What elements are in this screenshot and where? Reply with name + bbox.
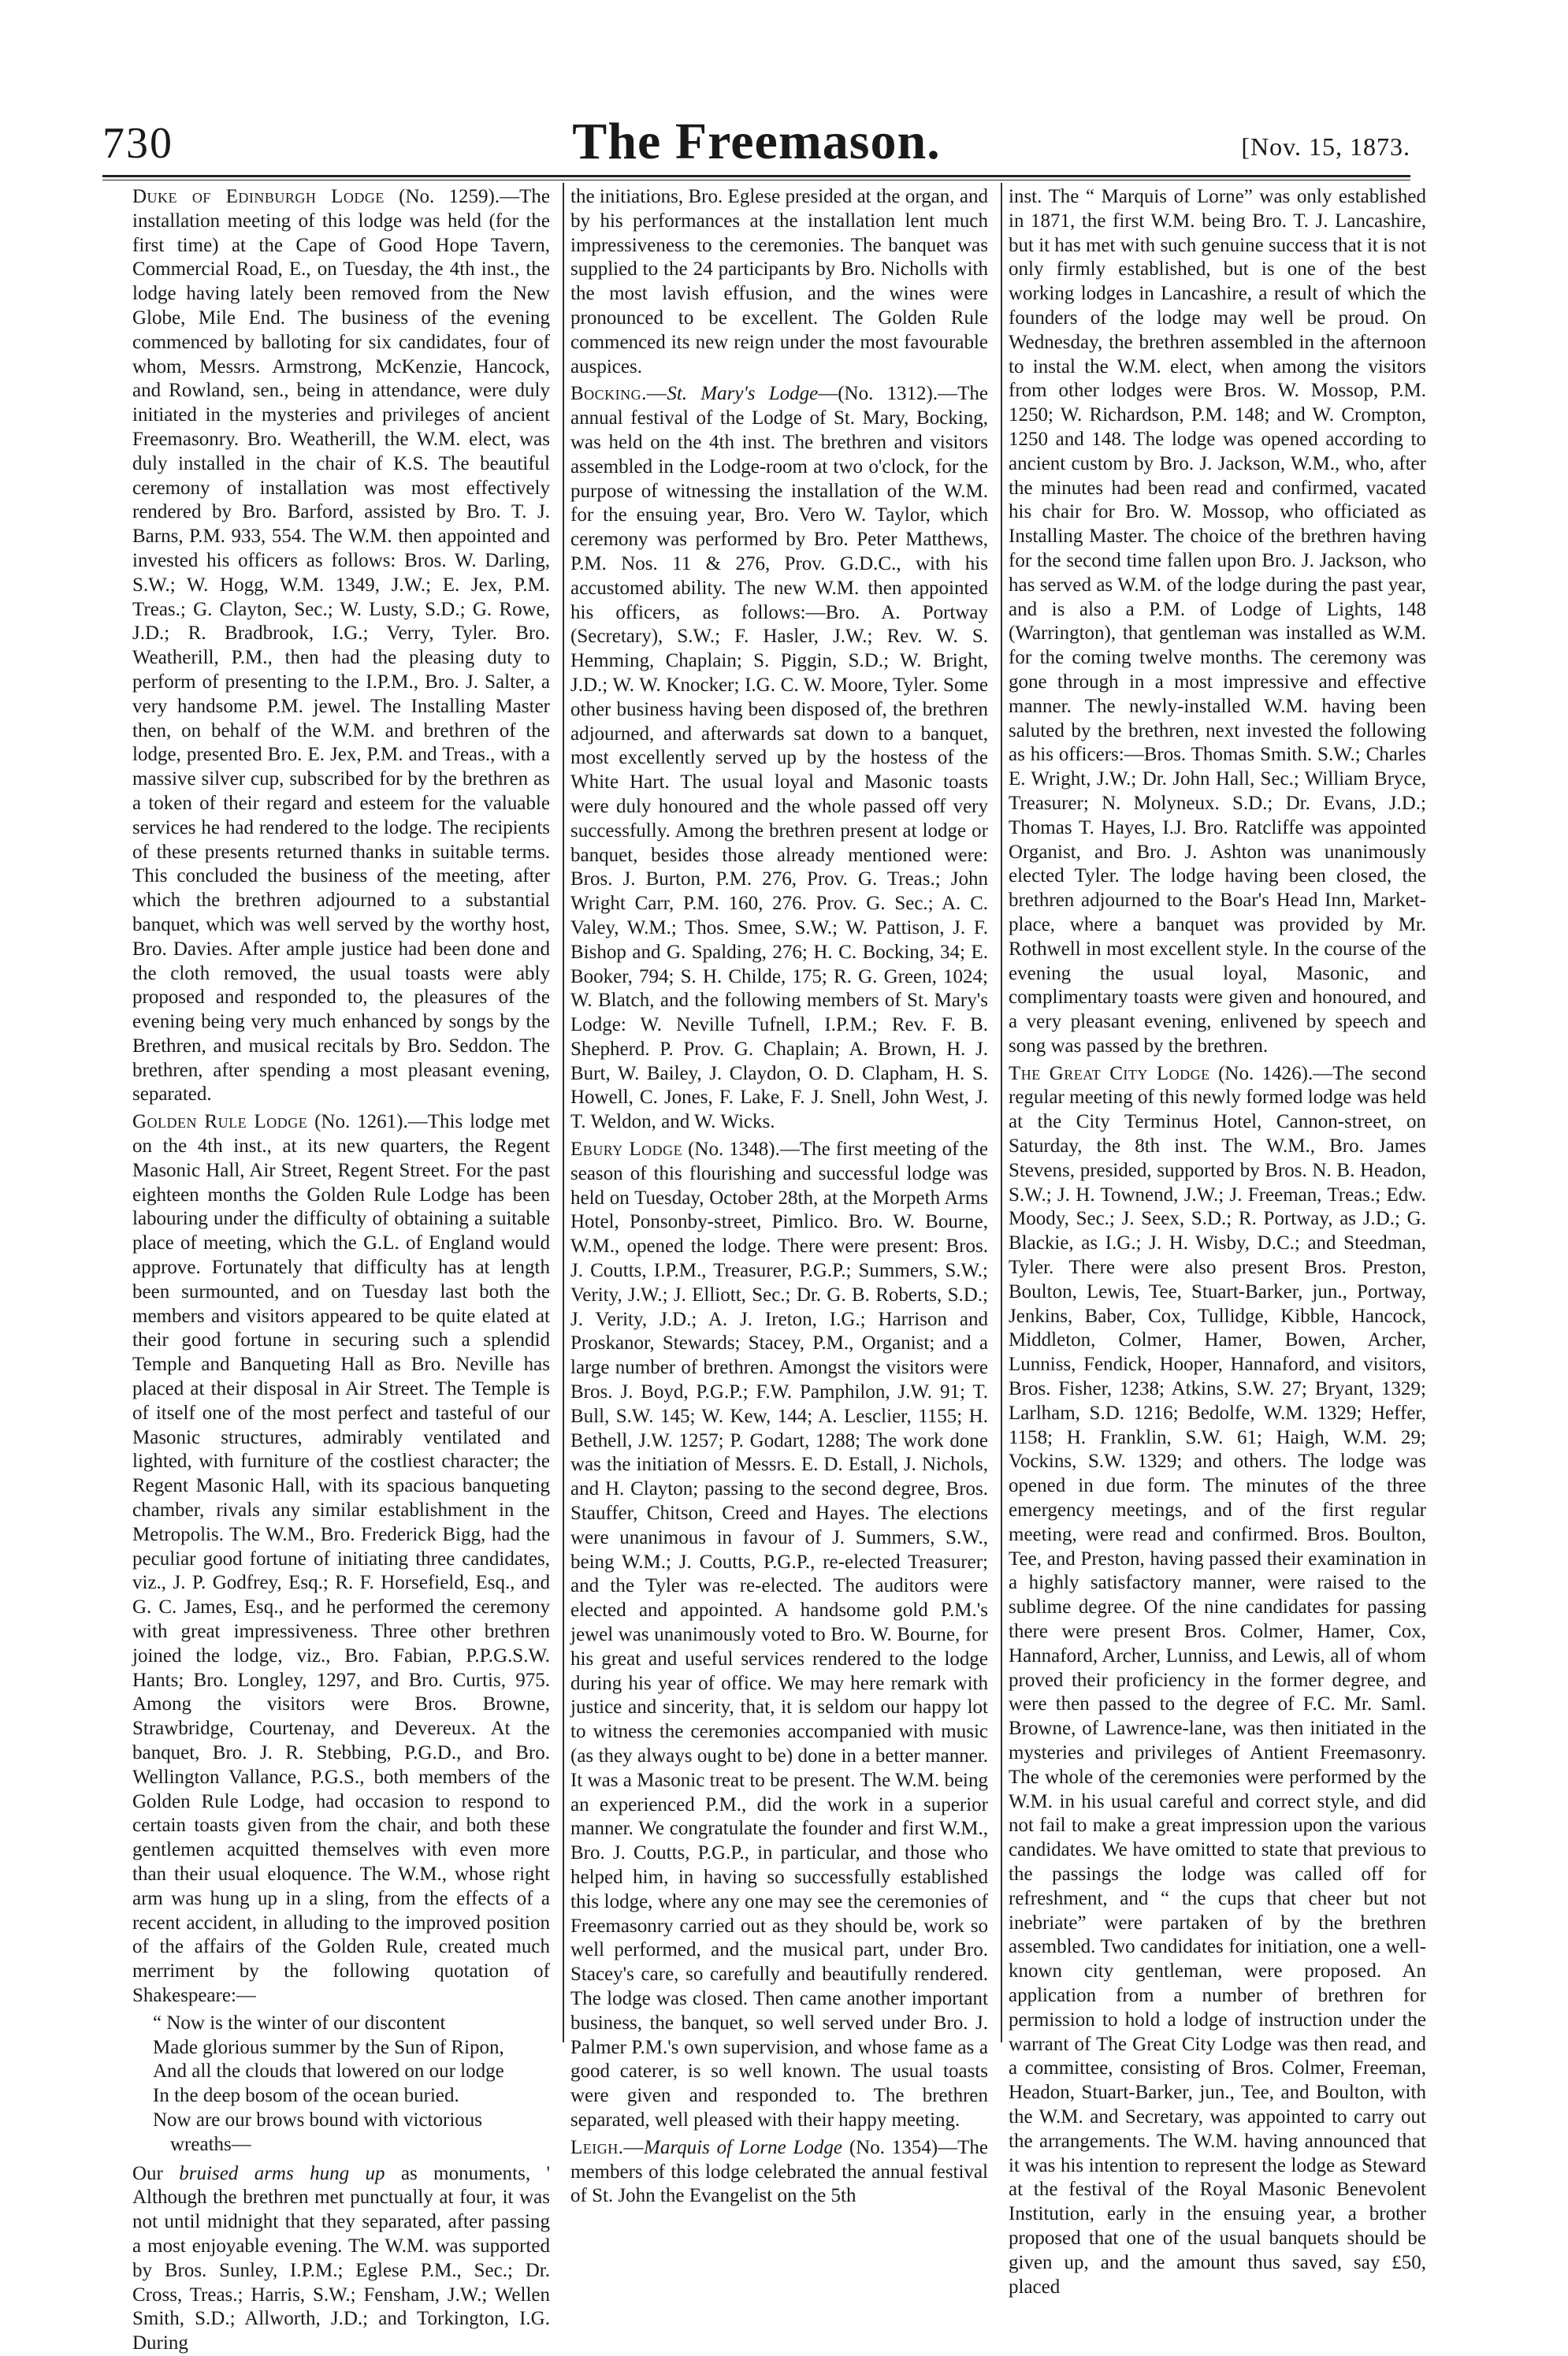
poem-line: wreaths— bbox=[170, 2133, 251, 2155]
article-heading-italic: St. Mary's Lodge bbox=[667, 383, 819, 405]
article-bocking-st-marys-lodge bbox=[570, 382, 988, 1135]
column-rule-1 bbox=[563, 183, 564, 2042]
article-body: (No. 1348).—The first meeting of the season of this flourishing and successful lodge was held on Tuesday, October 28th, at the Morpeth Arms Hotel, Ponsonby-street, Pimlico. Bro. W. Bourne, W.M., opened the lodge. There were present: Bros. J. Coutts, I.P.M., Treasurer, P.G.P.; Summers, S.W.; Verity, J.W.; J. Elliott, Sec.; Dr. G. B. Roberts, S.D.; J. Verity, J.D.; A. J. Ireton, I.G.; Harrison and Proskanor, Stewards; Stacey, P.M., Organist; and a large number of brethren. Amongst the visitors were Bros. J. Boyd, P.G.P.; F.W. Pamphilon, J.W. 91; T. Bull, S.W. 145; W. Kew, 144; A. Lesclier, 1155; H. Bethell, J.W. 1257; P. Godart, 1288; The work done was the initiation of Messrs. E. D. Estall, J. Nichols, and H. Clayton; passing to the second degree, Bros. Stauffer, Chitson, Creed and Hayes. The elections were unanimous in favour of J. Summers, S.W., being W.M.; J. Coutts, P.G.P., re-elected Treasurer; and the Tyler was re-elected. The auditors were elected and appointed. A handsome gold P.M.'s jewel was unanimously voted to Bro. W. Bourne, for his great and useful services rendered to the lodge during his year of office. We may here remark with justice and sincerity, that, it is seldom our happy lot to witness the ceremonies accompanied with music (as they always ought to be) done in a better manner. It was a Masonic treat to be present. The W.M. being an experienced P.M., did the work in a superior manner. We congratulate the founder and first W.M., Bro. J. Coutts, P.G.P., in particular, and those who helped him, in having so successfully established this lodge, where any one may see the ceremonies of Freemasonry carried out as they should be, work so well performed, and the musical part, under Bro. Stacey's care, so carefully and beautifully rendered. The lodge was closed. Then came another important business, the banquet, so well served under Bro. J. Palmer P.M.'s own supervision, and whose fame as a good caterer, is so well known. The usual toasts were given and responded to. The brethren separated, well pleased with their happy meeting. bbox=[570, 1139, 988, 2131]
article-great-city-lodge bbox=[1009, 1062, 1426, 2300]
shakespeare-quotation bbox=[153, 2012, 550, 2157]
column-1 bbox=[132, 185, 550, 2354]
article-text: Our bbox=[132, 2162, 163, 2184]
article-italic: bruised arms hung up bbox=[179, 2162, 385, 2184]
poem-line: In the deep bosom of the ocean buried. bbox=[153, 2085, 459, 2107]
masthead bbox=[102, 113, 1410, 173]
article-ebury-lodge bbox=[570, 1138, 988, 2133]
article-body: (No. 1261).—This lodge met on the 4th inst., at its new quarters, the Regent Masonic Hall, Air Street, Regent Street. For the past eighteen months the Golden Rule Lodge has been labouring under the difficulty of obtaining a suitable place of meeting, which the G.L. of England would approve. Fortunately that difficulty has at length been surmounted, and on Tuesday last both the members and visitors appeared to be quite elated at their good fortune in securing such a splendid Temple and Banqueting Hall as Bro. Neville has placed at their disposal in Air Street. The Temple is of itself one of the most perfect and tasteful of our Masonic structures, admirably ventilated and lighted, with furniture of the costliest character; the Regent Masonic Hall, with its spacious banqueting chamber, rivals any similar establishment in the Metropolis. The W.M., Bro. Frederick Bigg, had the peculiar good fortune of initiating three candidates, viz., J. P. Godfrey, Esq.; R. F. Horsefield, Esq., and G. C. James, Esq., and he performed the ceremony with great impressiveness. Three other brethren joined the lodge, viz., Bro. Fabian, P.P.G.S.W. Hants; Bro. Longley, 1297, and Bro. Curtis, 975. Among the visitors were Bros. Browne, Strawbridge, Courtenay, and Devereux. At the banquet, Bro. J. R. Stebbing, P.G.D., and Bro. Wellington Vallance, P.G.S., both members of the Golden Rule Lodge, had occasion to respond to certain toasts given from the chair, and both these gentlemen acquitted themselves with even more than their usual eloquence. The W.M., whose right arm was hung up in a sling, from the effects of a recent accident, in alluding to the improved position of the affairs of the Golden Rule, created much merriment by the following quotation of Shakespeare:— bbox=[132, 1111, 550, 2006]
article-heading: The Great City Lodge bbox=[1009, 1062, 1210, 1084]
poem-line: Now are our brows bound with victorious bbox=[153, 2109, 482, 2131]
header-rule bbox=[102, 175, 1410, 177]
article-leigh-marquis-of-lorne-lodge bbox=[570, 2136, 988, 2209]
article-leigh-continued bbox=[1009, 185, 1426, 1059]
poem-line: Made glorious summer by the Sun of Ripon, bbox=[153, 2036, 504, 2058]
article-duke-of-edinburgh-lodge bbox=[132, 185, 550, 1107]
article-heading: Ebury Lodge bbox=[570, 1139, 683, 1161]
article-heading: Duke of Edinburgh Lodge bbox=[132, 186, 385, 207]
article-heading: Leigh.— bbox=[570, 2136, 645, 2158]
column-3 bbox=[1009, 185, 1427, 2298]
column-rule-2 bbox=[1001, 183, 1002, 2042]
poem-line: And all the clouds that lowered on our lodge bbox=[153, 2061, 504, 2083]
article-body: the initiations, Bro. Eglese presided at the organ, and by his performances at the installation lent much impressiveness to the ceremonies. The banquet was supplied to the 24 participants by Bro. Nicholls with the most lavish effusion, and the wines were pronounced to be excellent. The Golden Rule commenced its new reign under the most favourable auspices. bbox=[570, 186, 988, 377]
poem-line: “ Now is the winter of our discontent bbox=[153, 2012, 446, 2034]
article-body: (No. 1259).—The installation meeting of this lodge was held (for the first time) at the Cape of Good Hope Tavern, Commercial Road, E., on Tuesday, the 4th inst., the lodge having lately been removed from the New Globe, Mile End. The business of the evening commenced by balloting for six candidates, four of whom, Messrs. Armstrong, McKenzie, Hancock, and Rowland, sen., being in attendance, were duly initiated in the mysteries and privileges of ancient Freemasonry. Bro. Weatherill, the W.M. elect, was duly installed in the chair of K.S. The beautiful ceremony of installation was most effectively rendered by Bro. Barford, assisted by Bro. T. J. Barns, P.M. 933, 554. The W.M. then appointed and invested his officers as follows: Bros. W. Darling, S.W.; W. Hogg, W.M. 1349, J.W.; E. Jex, P.M. Treas.; G. Clayton, Sec.; W. Lusty, S.D.; G. Rowe, J.D.; R. Bradbrook, I.G.; Verry, Tyler. Bro. Weatherill, P.M., then had the pleasing duty to perform of presenting to the I.P.M., Bro. J. Salter, a very handsome P.M. jewel. The Installing Master then, on behalf of the W.M. and brethren of the lodge, presented Bro. E. Jex, P.M. and Treas., with a massive silver cup, subscribed for by the brethren as a token of their regard and esteem for the valuable services he had rendered to the lodge. The recipients of these presents returned thanks in suitable terms. This concluded the business of the meeting, after which the brethren adjourned to a substantial banquet, which was well served by the worthy host, Bro. Davies. After ample justice had been done and the cloth removed, the usual toasts were ably proposed and responded to, the pleasures of the evening being very much enhanced by songs by the Brethren, and musical recitals by Bro. Seddon. The brethren, after spending a most pleasant evening, separated. bbox=[132, 186, 550, 1106]
column-2 bbox=[570, 185, 988, 2207]
article-heading: Bocking.— bbox=[570, 383, 667, 405]
article-body: (No. 1426).—The second regular meeting of this newly formed lodge was held at the City Terminus Hotel, Cannon-street, on Saturday, the 8th inst. The W.M., Bro. James Stevens, presided, supported by Bros. N. B. Headon, S.W.; J. H. Townend, J.W.; J. Freeman, Treas.; Edw. Moody, Sec.; J. Seex, S.D.; R. Portway, as J.D.; G. Blackie, as I.G.; J. H. Wisby, D.C.; and Steedman, Tyler. There were also present Bros. Preston, Boulton, Lewis, Tee, Stuart-Barker, jun., Portway, Jenkins, Baber, Cox, Tullidge, Kibble, Hancock, Middleton, Colmer, Hamer, Bowen, Archer, Lunniss, Fendick, Hooper, Hannaford, and visitors, Bros. Fisher, 1238; Atkins, S.W. 27; Bryant, 1329; Larlham, S.D. 1216; Bedolfe, W.M. 1329; Heffer, 1158; H. Franklin, S.W. 61; Haigh, W.M. 29; Vockins, S.W. 1329; and others. The lodge was opened in due form. The minutes of the three emergency meetings, and of the first regular meeting, were read and confirmed. Bros. Boulton, Tee, and Preston, having passed their examination in a highly satisfactory manner, were raised to the sublime degree. Of the nine candidates for passing there were present Bros. Colmer, Hamer, Cox, Hannaford, Archer, Lunniss, and Lewis, all of whom proved their proficiency in the former degree, and were then passed to the degree of F.C. Mr. Saml. Browne, of Lawrence-lane, was then initiated in the mysteries and privileges of Antient Freemasonry. The whole of the ceremonies were performed by the W.M. in his usual careful and correct style, and did not fail to make a great impression upon the various candidates. We have omitted to state that previous to the passings the lodge was called off for refreshment, and “ the cups that cheer but not inebriate” were partaken of by the brethren assembled. Two candidates for initiation, one a well-known city gentleman, were proposed. An application from a number of brethren for permission to hold a lodge of instruction under the warrant of The Great City Lodge was then read, and a committee, consisting of Bros. Colmer, Freeman, Headon, Stuart-Barker, jun., Tee, and Boulton, with the W.M. and Secretary, was appointed to carry out the arrangements. The W.M. having announced that it was his intention to represent the lodge as Steward at the festival of the Royal Masonic Benevolent Institution, early in the ensuing year, a brother proposed that one of the usual banquets should be given up, and the amount thus saved, say £50, placed bbox=[1009, 1062, 1427, 2298]
article-golden-rule-lodge bbox=[132, 1110, 550, 2008]
article-body: (No. 1354)—The members of this lodge celebrated the annual festival of St. John the Evangelist on the 5th bbox=[570, 2136, 988, 2207]
article-body: inst. The “ Marquis of Lorne” was only established in 1871, the first W.M. being Bro. T. J. Lancashire, but it has met with such genuine success that it is not only firmly established, but is one of the best working lodges in Lancashire, a result of which the founders of the lodge may well be proud. On Wednesday, the brethren assembled in the afternoon to instal the W.M. elect, when among the visitors from other lodges were Bros. W. Mossop, P.M. 1250; W. Richardson, P.M. 148; and W. Crompton, 1250 and 148. The lodge was opened according to ancient custom by Bro. J. Jackson, W.M., who, after the minutes had been read and confirmed, vacated his chair for Bro. W. Mossop, who officiated as Installing Master. The choice of the brethren having for the second time fallen upon Bro. J. Jackson, who has served as W.M. of the lodge during the past year, and is also a P.M. of Lodge of Lights, 148 (Warrington), that gentleman was installed as W.M. for the coming twelve months. The ceremony was gone through in a most impressive and effective manner. The newly-installed W.M. having been saluted by the brethren, next invested the following as his officers:—Bros. Thomas Smith. S.W.; Charles E. Wright, J.W.; Dr. John Hall, Sec.; William Bryce, Treasurer; N. Molyneux. S.D.; Dr. Evans, J.D.; Thomas T. Hayes, I.J. Bro. Ratcliffe was appointed Organist, and Bro. J. Ashton was unanimously elected Tyler. The lodge having been closed, the brethren adjourned to the Boar's Head Inn, Market-place, where a banquet was provided by Mr. Rothwell in most excellent style. In the course of the evening the usual loyal, Masonic, and complimentary toasts were given and honoured, and a very pleasant evening, enlivened by speech and song was passed by the brethren. bbox=[1009, 186, 1426, 1057]
article-heading: Golden Rule Lodge bbox=[132, 1111, 308, 1133]
article-heading-italic: Marquis of Lorne Lodge bbox=[644, 2136, 842, 2158]
article-golden-rule-end bbox=[570, 185, 988, 379]
issue-date: [Nov. 15, 1873. bbox=[1241, 132, 1410, 161]
page-number: 730 bbox=[102, 119, 173, 168]
article-body: as monuments, ' Although the brethren met punctually at four, it was not until midnight that they separated, after passing a most enjoyable evening. The W.M. was supported by Bros. Sunley, I.P.M.; Eglese P.M., Sec.; Dr. Cross, Treas.; Harris, S.W.; Fensham, J.W.; Wellen Smith, S.D.; Allworth, J.D.; and Torkington, I.G. During bbox=[132, 2162, 550, 2354]
article-golden-rule-continued bbox=[132, 2162, 550, 2356]
newspaper-title: The Freemason. bbox=[572, 113, 941, 170]
article-body: —(No. 1312).—The annual festival of the Lodge of St. Mary, Bocking, was held on the 4th inst. The brethren and visitors assembled in the Lodge-room at two o'clock, for the purpose of witnessing the installation of the W.M. for the ensuing year, Bro. Vero W. Taylor, which ceremony was performed by Bro. Peter Matthews, P.M. Nos. 11 & 276, Prov. G.D.C., with his accustomed ability. The new W.M. then appointed his officers, as follows:—Bro. A. Portway (Secretary), S.W.; F. Hasler, J.W.; Rev. W. S. Hemming, Chaplain; S. Piggin, S.D.; W. Bright, J.D.; W. W. Knocker; I.G. C. W. Moore, Tyler. Some other business having been disposed of, the brethren adjourned, and afterwards sat down to a banquet, most excellently served up by the hostess of the White Hart. The usual loyal and Masonic toasts were duly honoured and the whole passed off very successfully. Among the brethren present at lodge or banquet, besides those already mentioned were: Bros. J. Burton, P.M. 276, Prov. G. Treas.; John Wright Carr, P.M. 160, 276. Prov. G. Sec.; A. C. Valey, W.M.; Thos. Smee, S.W.; W. Pattison, J. F. Bishop and G. Spalding, 276; H. C. Bocking, 34; E. Booker, 794; S. H. Childe, 175; R. G. Green, 1024; W. Blatch, and the following members of St. Mary's Lodge: W. Neville Tufnell, I.P.M.; Rev. F. B. Shepherd. P. Prov. G. Chaplain; A. Brown, H. J. Burt, W. Bailey, J. Claydon, O. D. Clapham, H. S. Howell, C. Jones, F. Lake, F. J. Snell, John West, J. T. Weldon, and W. Wicks. bbox=[570, 383, 988, 1133]
